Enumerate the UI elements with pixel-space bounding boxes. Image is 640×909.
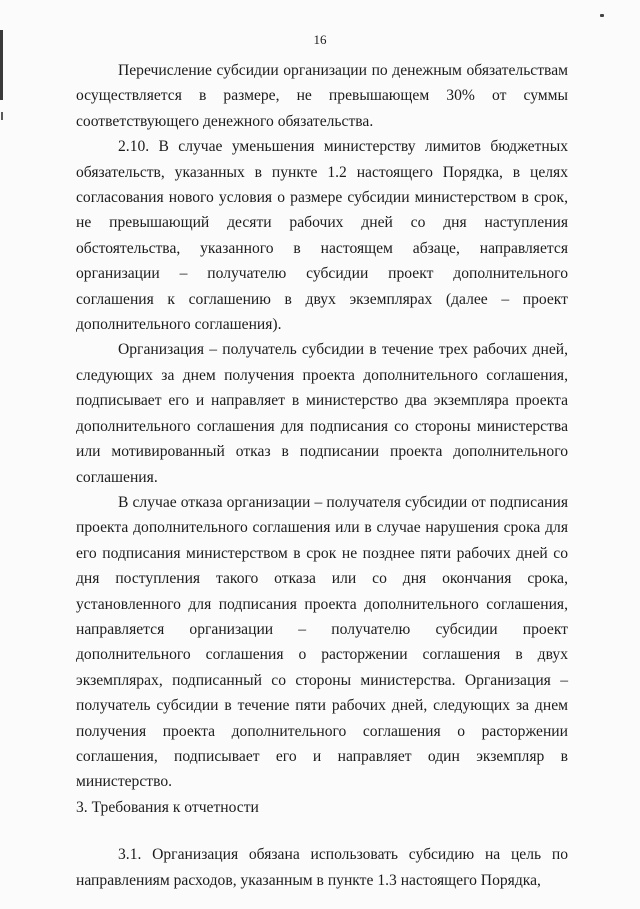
section-heading: 3. Требования к отчетности xyxy=(76,798,259,816)
scan-edge-dots xyxy=(1,112,3,120)
paragraph-2-10: 2.10. В случае уменьшения министерству лимитов бюджетных обязательств, указанных в пункте 1.2 настоящего Порядка, в целях согласования нового условия о размере субсидии министерством в срок, не превышающий десяти рабочих дней со дня наступления обстоятельства, указанного в настоящем абзаце, направляется организации – получателю субсидии проект дополнительного соглашения к соглашению в двух экземплярах (далее – проект дополнительного соглашения). xyxy=(76,138,568,334)
paragraph-subsidy-transfer: Перечисление субсидии организации по денежным обязательствам осуществляется в размере, не превышающем 30% от суммы соответствующего денежного обязательства. xyxy=(76,62,568,130)
paragraph-recipient-signing: Организация – получатель субсидии в течение трех рабочих дней, следующих за днем получения проекта дополнительного соглашения, подписывает его и направляет в министерство два экземпляра проекта дополнительного соглашения для подписания со стороны министерства или мотивированный отказ в подписании проекта дополнительного соглашения. xyxy=(76,341,568,486)
paragraph-refusal-termination: В случае отказа организации – получателя субсидии от подписания проекта дополнительного соглашения или в случае нарушения срока для его подписания министерством в срок не позднее пяти рабочих дней со дня поступления такого отказа или со дня окончания срока, установленного для подписания проекта дополнительного соглашения, направляется организации – получателю субсидии проект дополнительного соглашения о расторжении соглашения в двух экземплярах, подписанный со стороны министерства. Организация – получатель субсидии в течение пяти рабочих дней, следующих за днем получения проекта дополнительного соглашения о расторжении соглашения, подписывает его и направляет один экземпляр в министерство. xyxy=(76,493,568,791)
scan-corner-tick xyxy=(600,14,604,17)
paragraph-3-1: 3.1. Организация обязана использовать субсидию на цель по направлениям расходов, указанным в пункте 1.3 настоящего Порядка, xyxy=(76,846,568,889)
page-number: 16 xyxy=(313,32,327,47)
document-body xyxy=(76,58,568,893)
